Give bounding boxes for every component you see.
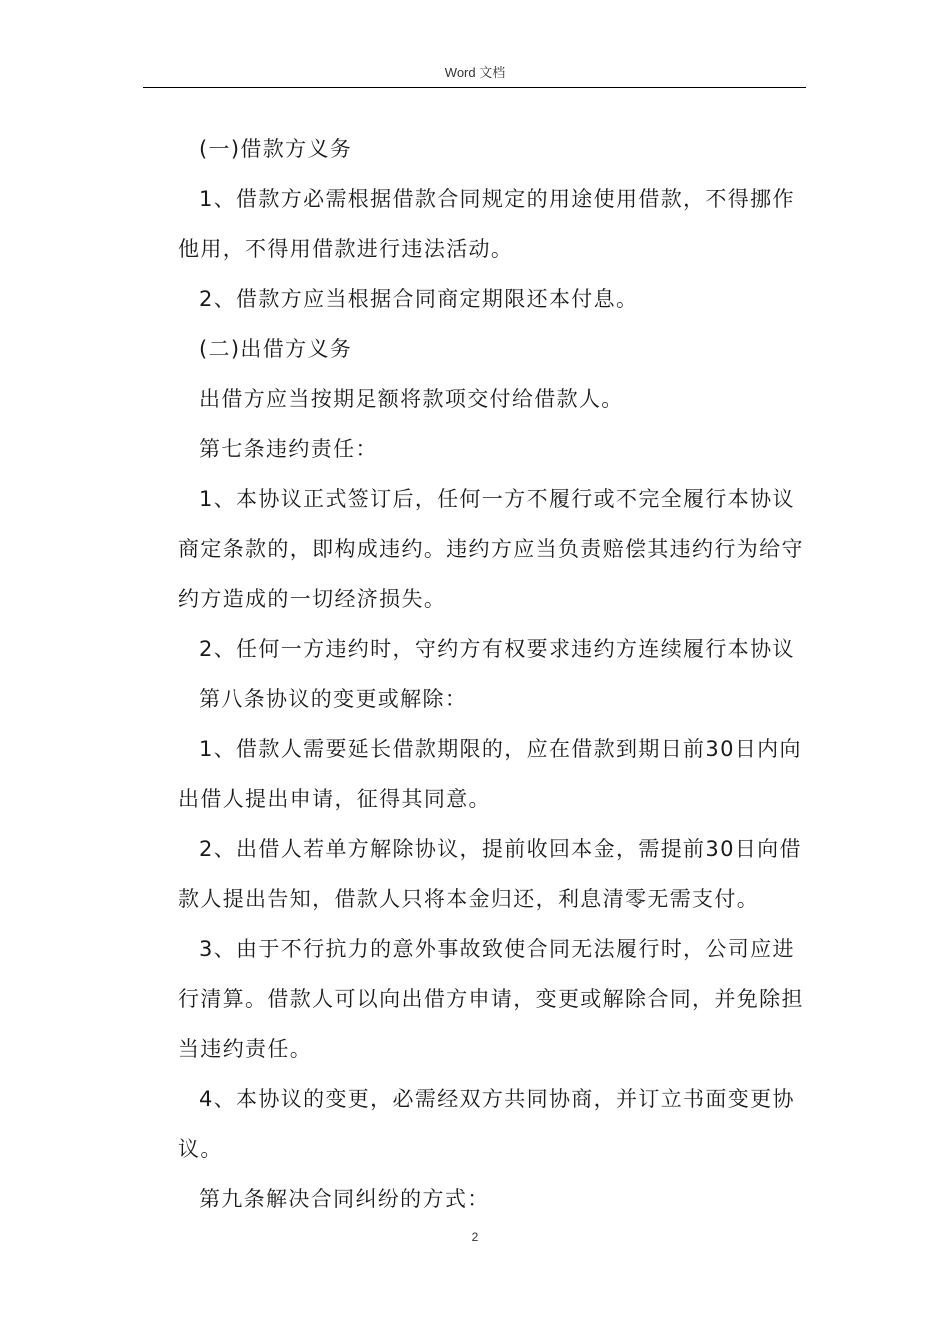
page-number: 2: [471, 1230, 479, 1244]
paragraph: 1、借款方必需根据借款合同规定的用途使用借款，不得挪作他用，不得用借款进行违法活动。: [178, 187, 795, 261]
paragraph: 2、出借人若单方解除协议，提前收回本金，需提前30日向借款人提出告知，借款人只将本金归还，利息清零无需支付。: [178, 837, 802, 911]
paragraph: 3、由于不行抗力的意外事故致使合同无法履行时，公司应进行清算。借款人可以向出借方申请，变更或解除合同，并免除担当违约责任。: [178, 937, 804, 1061]
paragraph: 1、借款人需要延长借款期限的，应在借款到期日前30日内向出借人提出申请，征得其同意。: [178, 737, 802, 811]
header-rule: [143, 87, 806, 88]
paragraph: 出借方应当按期足额将款项交付给借款人。: [199, 387, 624, 411]
paragraph: (一)借款方义务: [199, 137, 353, 161]
document-body: [178, 124, 806, 1224]
paragraph: (二)出借方义务: [199, 337, 353, 361]
paragraph: 2、任何一方违约时，守约方有权要求违约方连续履行本协议: [199, 637, 795, 661]
paragraph: 1、本协议正式签订后，任何一方不履行或不完全履行本协议商定条款的，即构成违约。违约方应当负责赔偿其违约行为给守约方造成的一切经济损失。: [178, 487, 804, 611]
paragraph: 4、本协议的变更，必需经双方共同协商，并订立书面变更协议。: [178, 1087, 795, 1161]
paragraph: 第七条违约责任：: [199, 437, 378, 461]
paragraph: 第九条解决合同纠纷的方式：: [199, 1187, 490, 1211]
paragraph: 第八条协议的变更或解除：: [199, 687, 468, 711]
paragraph: 2、借款方应当根据合同商定期限还本付息。: [199, 287, 639, 311]
page-header: Word 文档: [444, 65, 506, 80]
